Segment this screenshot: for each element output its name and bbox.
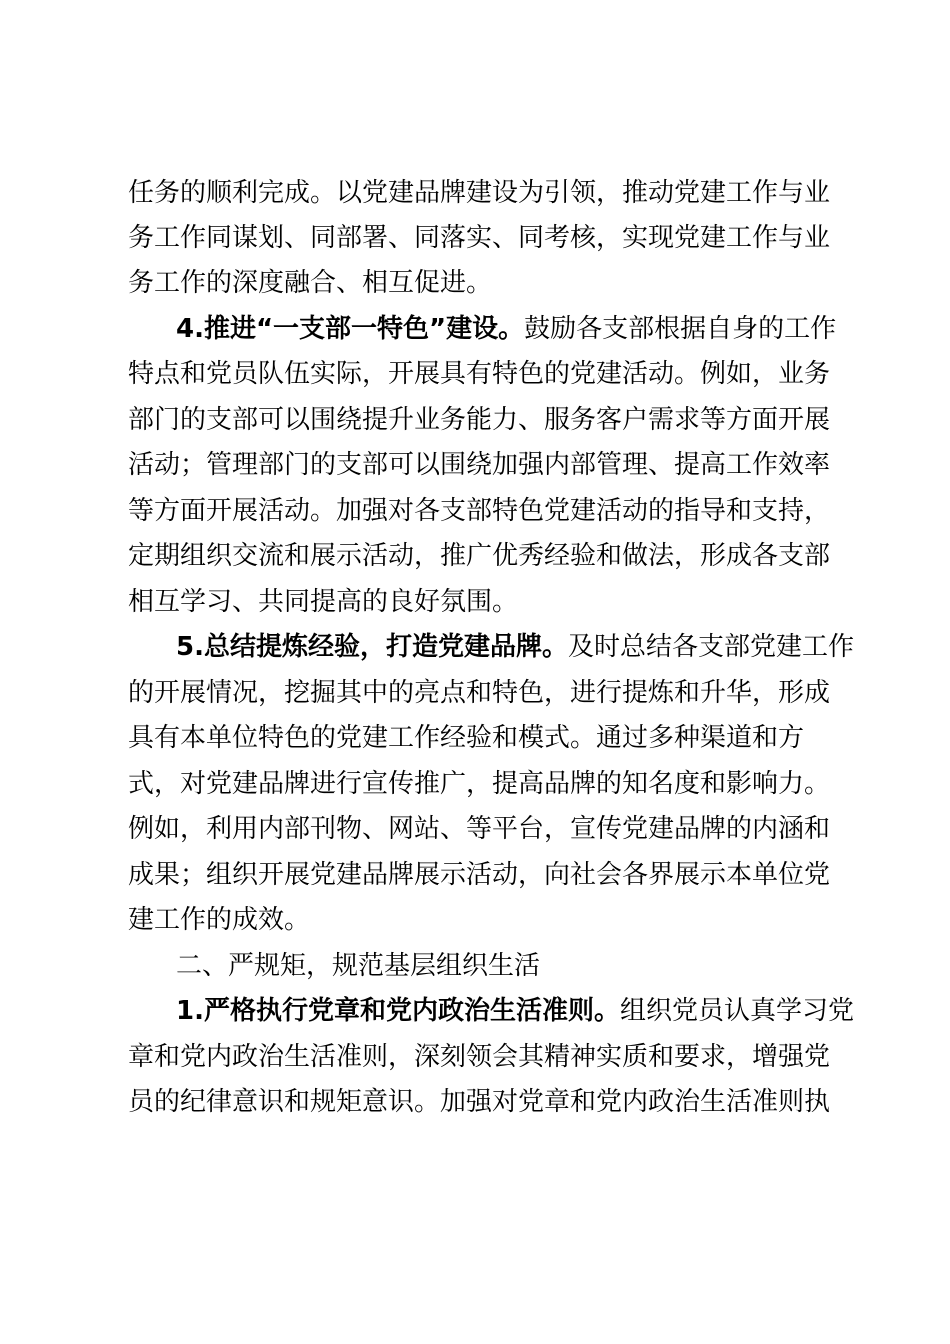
paragraph-text: 及时总结各支部党建工作 <box>567 632 854 662</box>
paragraph-text: 鼓励各支部根据自身的工作 <box>524 314 837 344</box>
paragraph-text: 组织党员认真学习党 <box>619 996 854 1026</box>
paragraph-line: 式，对党建品牌进行宣传推广，提高品牌的知名度和影响力。 <box>128 769 831 799</box>
paragraph-line <box>176 312 836 346</box>
paragraph-line: 例如，利用内部刊物、网站、等平台，宣传党建品牌的内涵和 <box>128 814 831 844</box>
paragraph-line <box>176 994 854 1028</box>
section-heading-inline: 5.总结提炼经验，打造党建品牌。 <box>176 632 568 662</box>
paragraph-line: 任务的顺利完成。以党建品牌建设为引领，推动党建工作与业 <box>128 178 831 208</box>
paragraph-line: 务工作的深度融合、相互促进。 <box>128 268 493 298</box>
paragraph-line: 成果；组织开展党建品牌展示活动，向社会各界展示本单位党 <box>128 860 831 890</box>
paragraph-line: 部门的支部可以围绕提升业务能力、服务客户需求等方面开展 <box>128 405 831 435</box>
paragraph-line: 具有本单位特色的党建工作经验和模式。通过多种渠道和方 <box>128 723 805 753</box>
section-heading-inline: 1.严格执行党章和党内政治生活准则。 <box>176 996 620 1026</box>
paragraph-line <box>176 630 854 664</box>
paragraph-line: 相互学习、共同提高的良好氛围。 <box>128 587 519 617</box>
paragraph-line: 定期组织交流和展示活动，推广优秀经验和做法，形成各支部 <box>128 541 831 571</box>
paragraph-line: 务工作同谋划、同部署、同落实、同考核，实现党建工作与业 <box>128 223 831 253</box>
paragraph-line: 章和党内政治生活准则，深刻领会其精神实质和要求，增强党 <box>128 1042 831 1072</box>
paragraph-line: 建工作的成效。 <box>128 905 311 935</box>
paragraph-line: 活动；管理部门的支部可以围绕加强内部管理、提高工作效率 <box>128 450 831 480</box>
section-heading-inline: 4.推进“一支部一特色”建设。 <box>176 314 525 344</box>
paragraph-line: 特点和党员队伍实际，开展具有特色的党建活动。例如，业务 <box>128 359 831 389</box>
paragraph-line: 的开展情况，挖掘其中的亮点和特色，进行提炼和升华，形成 <box>128 678 831 708</box>
section-heading: 二、严规矩，规范基层组织生活 <box>176 951 541 981</box>
paragraph-line: 等方面开展活动。加强对各支部特色党建活动的指导和支持， <box>128 496 831 526</box>
paragraph-line: 员的纪律意识和规矩意识。加强对党章和党内政治生活准则执 <box>128 1087 831 1117</box>
